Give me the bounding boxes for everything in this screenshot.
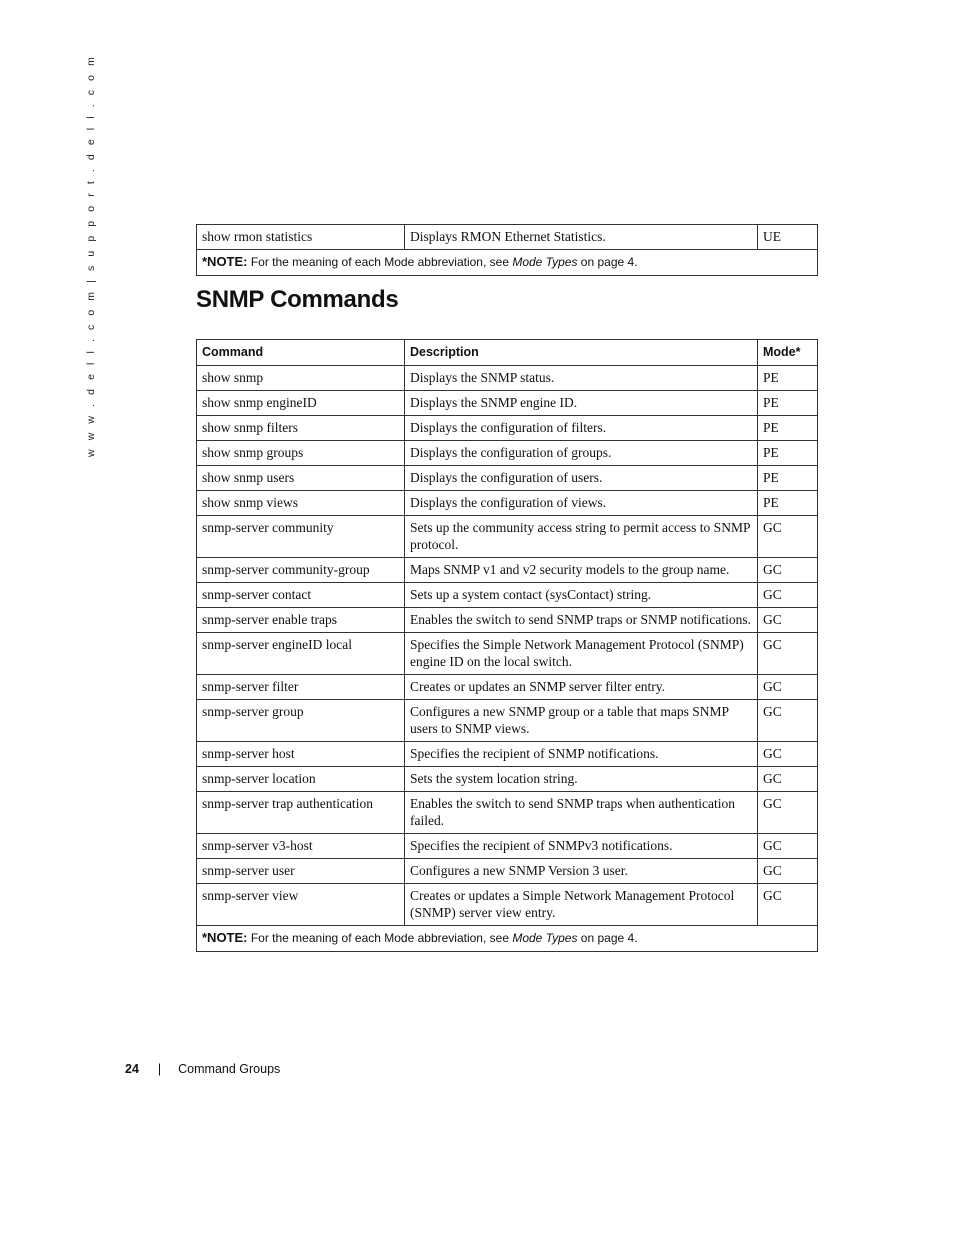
command-cell: snmp-server community xyxy=(197,516,405,558)
side-url: w w w . d e l l . c o m | s u p p o r t . d e l l . c o m xyxy=(85,54,97,457)
table-row xyxy=(197,700,818,742)
command-cell: snmp-server filter xyxy=(197,675,405,700)
table-row xyxy=(197,441,818,466)
mode-cell: GC xyxy=(758,884,818,926)
command-cell: snmp-server v3-host xyxy=(197,834,405,859)
note-text: For the meaning of each Mode abbreviation, see xyxy=(247,255,513,269)
description-cell: Sets up the community access string to permit access to SNMP protocol. xyxy=(405,516,758,558)
description-cell: Displays the configuration of groups. xyxy=(405,441,758,466)
note-text: For the meaning of each Mode abbreviation, see xyxy=(247,931,513,945)
description-cell: Displays RMON Ethernet Statistics. xyxy=(405,225,758,250)
table-row xyxy=(197,583,818,608)
command-cell: show snmp engineID xyxy=(197,391,405,416)
table-row xyxy=(197,633,818,675)
table-row xyxy=(197,742,818,767)
table-row xyxy=(197,391,818,416)
command-cell: show snmp filters xyxy=(197,416,405,441)
command-cell: show snmp groups xyxy=(197,441,405,466)
mode-types-link[interactable]: Mode Types xyxy=(512,931,578,945)
description-cell: Specifies the Simple Network Management Protocol (SNMP) engine ID on the local switch. xyxy=(405,633,758,675)
description-cell: Displays the configuration of views. xyxy=(405,491,758,516)
description-cell: Creates or updates an SNMP server filter entry. xyxy=(405,675,758,700)
note-label: *NOTE: xyxy=(202,930,248,945)
description-cell: Sets up a system contact (sysContact) string. xyxy=(405,583,758,608)
mode-cell: PE xyxy=(758,366,818,391)
mode-cell: PE xyxy=(758,391,818,416)
mode-cell: GC xyxy=(758,516,818,558)
command-cell: snmp-server enable traps xyxy=(197,608,405,633)
command-cell: show snmp xyxy=(197,366,405,391)
mode-cell: UE xyxy=(758,225,818,250)
footer-section: Command Groups xyxy=(178,1062,281,1076)
command-cell: show snmp views xyxy=(197,491,405,516)
table-row xyxy=(197,675,818,700)
page-number: 24 xyxy=(125,1062,139,1076)
command-cell: snmp-server group xyxy=(197,700,405,742)
header-mode: Mode* xyxy=(758,340,818,366)
table-row xyxy=(197,792,818,834)
command-cell: snmp-server contact xyxy=(197,583,405,608)
header-description: Description xyxy=(405,340,758,366)
note-label: *NOTE: xyxy=(202,254,248,269)
description-cell: Maps SNMP v1 and v2 security models to the group name. xyxy=(405,558,758,583)
command-cell: snmp-server view xyxy=(197,884,405,926)
description-cell: Creates or updates a Simple Network Management Protocol (SNMP) server view entry. xyxy=(405,884,758,926)
mode-cell: GC xyxy=(758,859,818,884)
description-cell: Specifies the recipient of SNMP notifications. xyxy=(405,742,758,767)
continued-table-body xyxy=(197,225,818,276)
description-cell: Enables the switch to send SNMP traps when authentication failed. xyxy=(405,792,758,834)
command-cell: snmp-server user xyxy=(197,859,405,884)
mode-cell: PE xyxy=(758,466,818,491)
mode-cell: GC xyxy=(758,633,818,675)
snmp-command-table xyxy=(196,339,818,952)
table-row xyxy=(197,491,818,516)
note-text-end: on page 4. xyxy=(577,931,638,945)
mode-cell: GC xyxy=(758,792,818,834)
description-cell: Configures a new SNMP group or a table that maps SNMP users to SNMP views. xyxy=(405,700,758,742)
continued-command-table xyxy=(196,224,818,276)
description-cell: Displays the SNMP status. xyxy=(405,366,758,391)
table-row xyxy=(197,859,818,884)
command-cell: snmp-server trap authentication xyxy=(197,792,405,834)
table-row xyxy=(197,416,818,441)
description-cell: Specifies the recipient of SNMPv3 notifications. xyxy=(405,834,758,859)
note-cell xyxy=(197,250,818,276)
note-text-end: on page 4. xyxy=(577,255,638,269)
mode-cell: GC xyxy=(758,558,818,583)
description-cell: Displays the configuration of users. xyxy=(405,466,758,491)
mode-cell: GC xyxy=(758,583,818,608)
section-title: SNMP Commands xyxy=(196,286,399,313)
mode-cell: GC xyxy=(758,742,818,767)
page-footer xyxy=(125,1062,280,1076)
command-cell: snmp-server community-group xyxy=(197,558,405,583)
note-cell xyxy=(197,926,818,952)
command-cell: show rmon statistics xyxy=(197,225,405,250)
footer-separator: | xyxy=(157,1062,162,1076)
table-row xyxy=(197,558,818,583)
mode-cell: GC xyxy=(758,700,818,742)
table-row xyxy=(197,516,818,558)
table-header-row xyxy=(197,340,818,366)
table-row xyxy=(197,884,818,926)
mode-cell: GC xyxy=(758,675,818,700)
description-cell: Configures a new SNMP Version 3 user. xyxy=(405,859,758,884)
mode-cell: GC xyxy=(758,834,818,859)
mode-cell: GC xyxy=(758,767,818,792)
table-row xyxy=(197,834,818,859)
command-cell: snmp-server engineID local xyxy=(197,633,405,675)
header-command: Command xyxy=(197,340,405,366)
mode-cell: PE xyxy=(758,441,818,466)
command-cell: snmp-server host xyxy=(197,742,405,767)
mode-cell: PE xyxy=(758,491,818,516)
table-row xyxy=(197,767,818,792)
note-row xyxy=(197,926,818,952)
description-cell: Displays the SNMP engine ID. xyxy=(405,391,758,416)
description-cell: Sets the system location string. xyxy=(405,767,758,792)
table-row xyxy=(197,225,818,250)
mode-cell: PE xyxy=(758,416,818,441)
mode-cell: GC xyxy=(758,608,818,633)
snmp-table-body xyxy=(197,366,818,952)
table-row xyxy=(197,608,818,633)
description-cell: Displays the configuration of filters. xyxy=(405,416,758,441)
table-row xyxy=(197,466,818,491)
table-row xyxy=(197,366,818,391)
note-row xyxy=(197,250,818,276)
mode-types-link[interactable]: Mode Types xyxy=(512,255,578,269)
description-cell: Enables the switch to send SNMP traps or SNMP notifications. xyxy=(405,608,758,633)
command-cell: show snmp users xyxy=(197,466,405,491)
command-cell: snmp-server location xyxy=(197,767,405,792)
